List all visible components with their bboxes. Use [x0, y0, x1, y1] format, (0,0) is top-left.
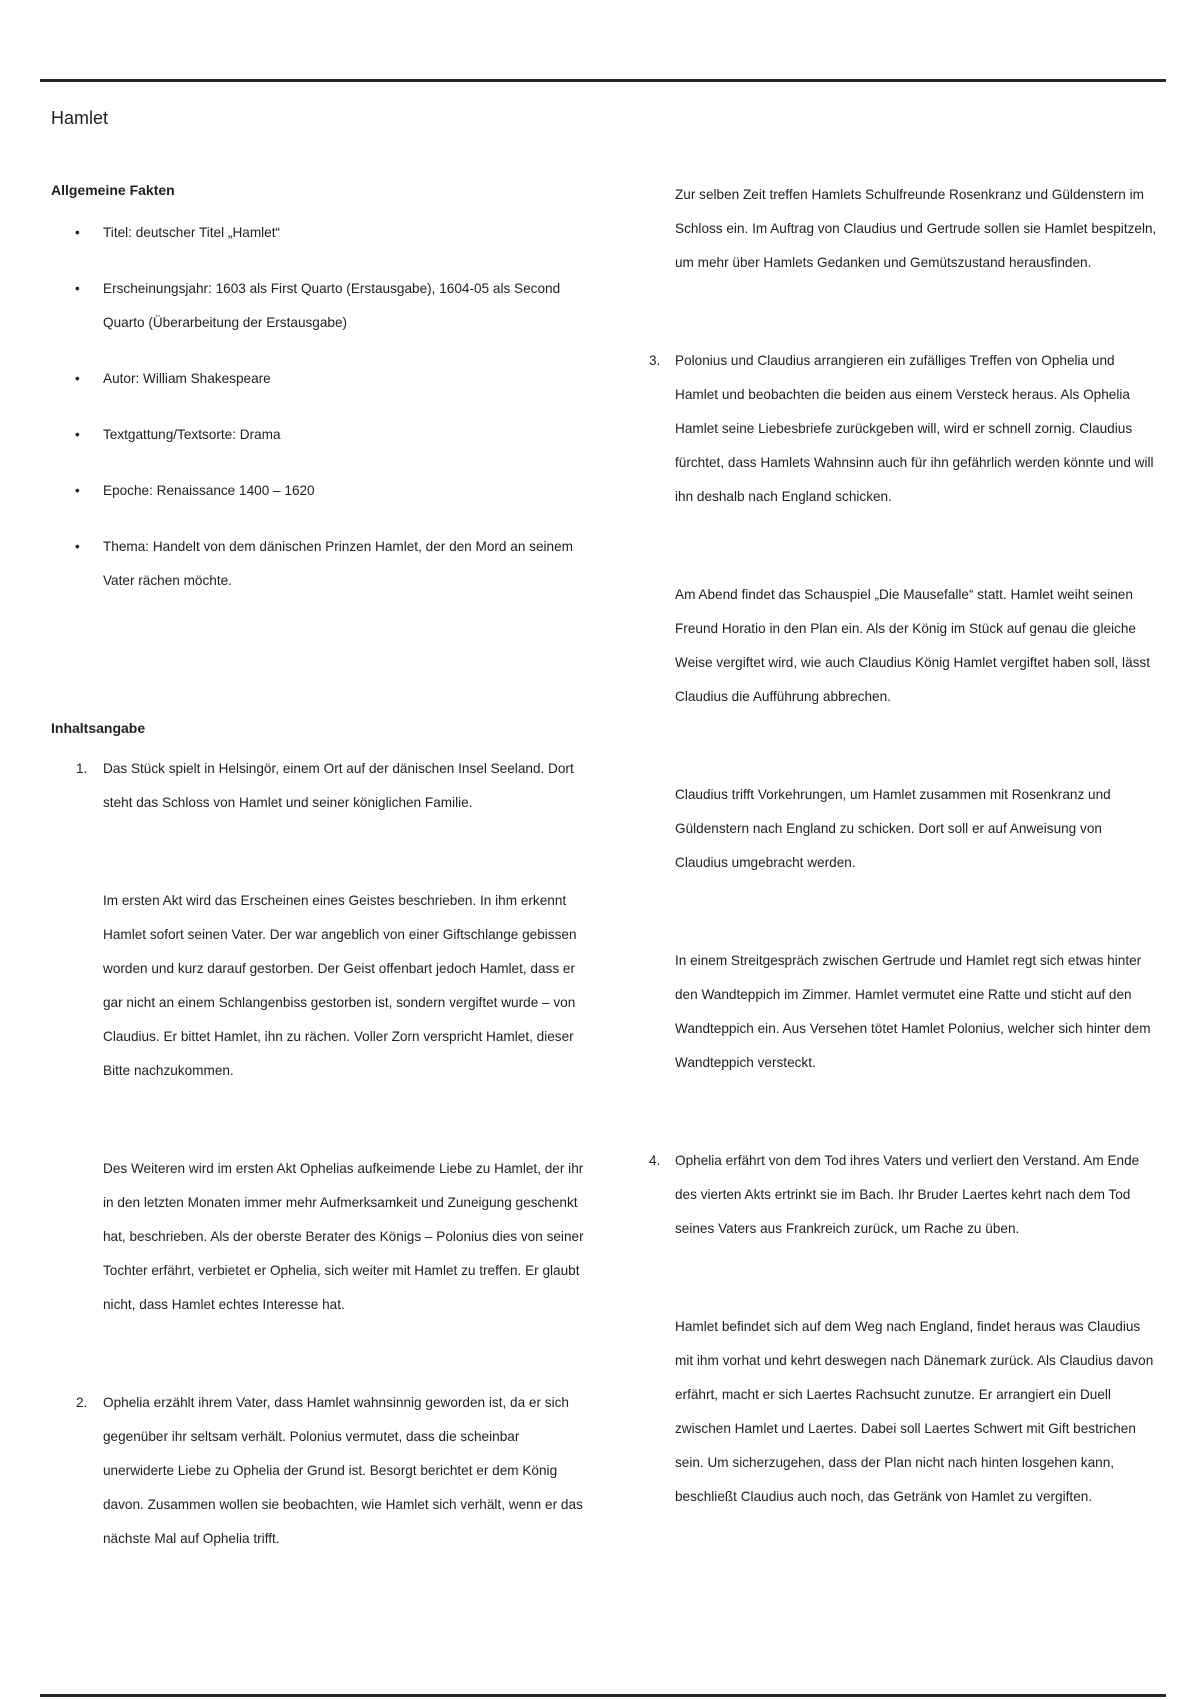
document-title: Hamlet — [51, 108, 109, 128]
summary-item-3-number: 3. — [649, 353, 661, 368]
summary-item-1-paragraph-1: Im ersten Akt wird das Erscheinen eines Geistes beschrieben. In ihm erkennt Hamlet sofort seinen Vater. Der war angeblich von einer Giftschlange gebissen worden und kurz darauf gestorben. Der Geist offenbart jedoch Hamlet, dass er gar nicht an einem Schlangenbiss gestorben ist, sondern vergiftet wurde – von Claudius. Er bittet Hamlet, ihn zu rächen. Voller Zorn verspricht Hamlet, dieser Bitte nachzukommen. — [103, 893, 577, 1078]
summary-heading: Inhaltsangabe — [51, 720, 146, 736]
summary-item-4-number: 4. — [649, 1153, 661, 1168]
summary-item-1 — [51, 752, 591, 820]
summary-item-3-paragraph-1: Am Abend findet das Schauspiel „Die Mausefalle“ statt. Hamlet weiht seinen Freund Horatio in den Plan ein. Als der König im Stück auf genau die gleiche Weise vergiftet wird, wie auch Claudius König Hamlet vergiftet haben soll, lässt Claudius die Aufführung abbrechen. — [675, 587, 1150, 704]
top-rule — [40, 79, 1166, 82]
facts-item-title: • Titel: deutscher Titel „Hamlet“ — [51, 216, 591, 250]
summary-item-1-text: Das Stück spielt in Helsingör, einem Ort auf der dänischen Insel Seeland. Dort steht das Schloss von Hamlet und seiner königlichen Familie. — [103, 761, 574, 810]
facts-item-year: • Erscheinungsjahr: 1603 als First Quarto (Erstausgabe), 1604-05 als Second Quarto (Überarbeitung der Erstausgabe) — [51, 272, 591, 340]
left-column — [51, 178, 591, 1556]
facts-item-theme: • Thema: Handelt von dem dänischen Prinzen Hamlet, der den Mord an seinem Vater rächen möchte. — [51, 530, 591, 598]
summary-item-3-paragraph-2: Claudius trifft Vorkehrungen, um Hamlet zusammen mit Rosenkranz und Güldenstern nach England zu schicken. Dort soll er auf Anweisung von Claudius umgebracht werden. — [675, 787, 1111, 870]
facts-list — [51, 216, 591, 598]
summary-item-1-paragraph-2: Des Weiteren wird im ersten Akt Ophelias aufkeimende Liebe zu Hamlet, der ihr in den letzten Monaten immer mehr Aufmerksamkeit und Zuneigung geschenkt hat, beschrieben. Als der oberste Berater des Königs – Polonius dies von seiner Tochter erfährt, verbietet er Ophelia, sich weiter mit Hamlet zu treffen. Er glaubt nicht, dass Hamlet echtes Interesse hat. — [103, 1161, 584, 1312]
summary-item-3 — [648, 344, 1158, 514]
summary-item-4-paragraph-1: Hamlet befindet sich auf dem Weg nach England, findet heraus was Claudius mit ihm vorhat und kehrt deswegen nach Dänemark zurück. Als Claudius davon erfährt, macht er sich Laertes Rachsucht zunutze. Er arrangiert ein Duell zwischen Hamlet und Laertes. Dabei soll Laertes Schwert mit Gift bestrichen sein. Um sicherzugehen, dass der Plan nicht nach hinten losgehen kann, beschließt Claudius auch noch, das Getränk von Hamlet zu vergiften. — [675, 1319, 1154, 1504]
summary-item-3-text: Polonius und Claudius arrangieren ein zufälliges Treffen von Ophelia und Hamlet und beobachten die beiden aus einem Versteck heraus. Als Ophelia Hamlet seine Liebesbriefe zurückgeben will, wird er schnell zornig. Claudius fürchtet, dass Hamlets Wahnsinn auch für ihn gefährlich werden könnte und will ihn deshalb nach England schicken. — [675, 353, 1154, 504]
summary-item-2 — [51, 1386, 591, 1556]
summary-item-4 — [648, 1144, 1158, 1246]
facts-item-epoch: • Epoche: Renaissance 1400 – 1620 — [51, 474, 591, 508]
right-column — [648, 178, 1158, 1514]
summary-item-1-number: 1. — [76, 761, 88, 776]
facts-heading: Allgemeine Fakten — [51, 182, 175, 198]
summary-item-2-text: Ophelia erzählt ihrem Vater, dass Hamlet wahnsinnig geworden ist, da er sich gegenüber ihr seltsam verhält. Polonius vermutet, dass die scheinbar unerwiderte Liebe zu Ophelia der Grund ist. Besorgt berichtet er dem König davon. Zusammen wollen sie beobachten, wie Hamlet sich verhält, wenn er das nächste Mal auf Ophelia trifft. — [103, 1395, 583, 1546]
facts-item-author: • Autor: William Shakespeare — [51, 362, 591, 396]
bottom-rule — [40, 1694, 1166, 1697]
summary-item-4-text: Ophelia erfährt von dem Tod ihres Vaters und verliert den Verstand. Am Ende des vierten Akts ertrinkt sie im Bach. Ihr Bruder Laertes kehrt nach dem Tod seines Vaters aus Frankreich zurück, um Rache zu üben. — [675, 1153, 1140, 1236]
facts-item-genre: • Textgattung/Textsorte: Drama — [51, 418, 591, 452]
summary-item-3-paragraph-3: In einem Streitgespräch zwischen Gertrude und Hamlet regt sich etwas hinter den Wandteppich im Zimmer. Hamlet vermutet eine Ratte und sticht auf den Wandteppich ein. Aus Versehen tötet Hamlet Polonius, welcher sich hinter dem Wandteppich versteckt. — [675, 953, 1151, 1070]
summary-item-2-number: 2. — [76, 1395, 88, 1410]
summary-item-2-paragraph-1: Zur selben Zeit treffen Hamlets Schulfreunde Rosenkranz und Güldenstern im Schloss ein. Im Auftrag von Claudius und Gertrude sollen sie Hamlet bespitzeln, um mehr über Hamlets Gedanken und Gemütszustand herausfinden. — [675, 187, 1157, 270]
